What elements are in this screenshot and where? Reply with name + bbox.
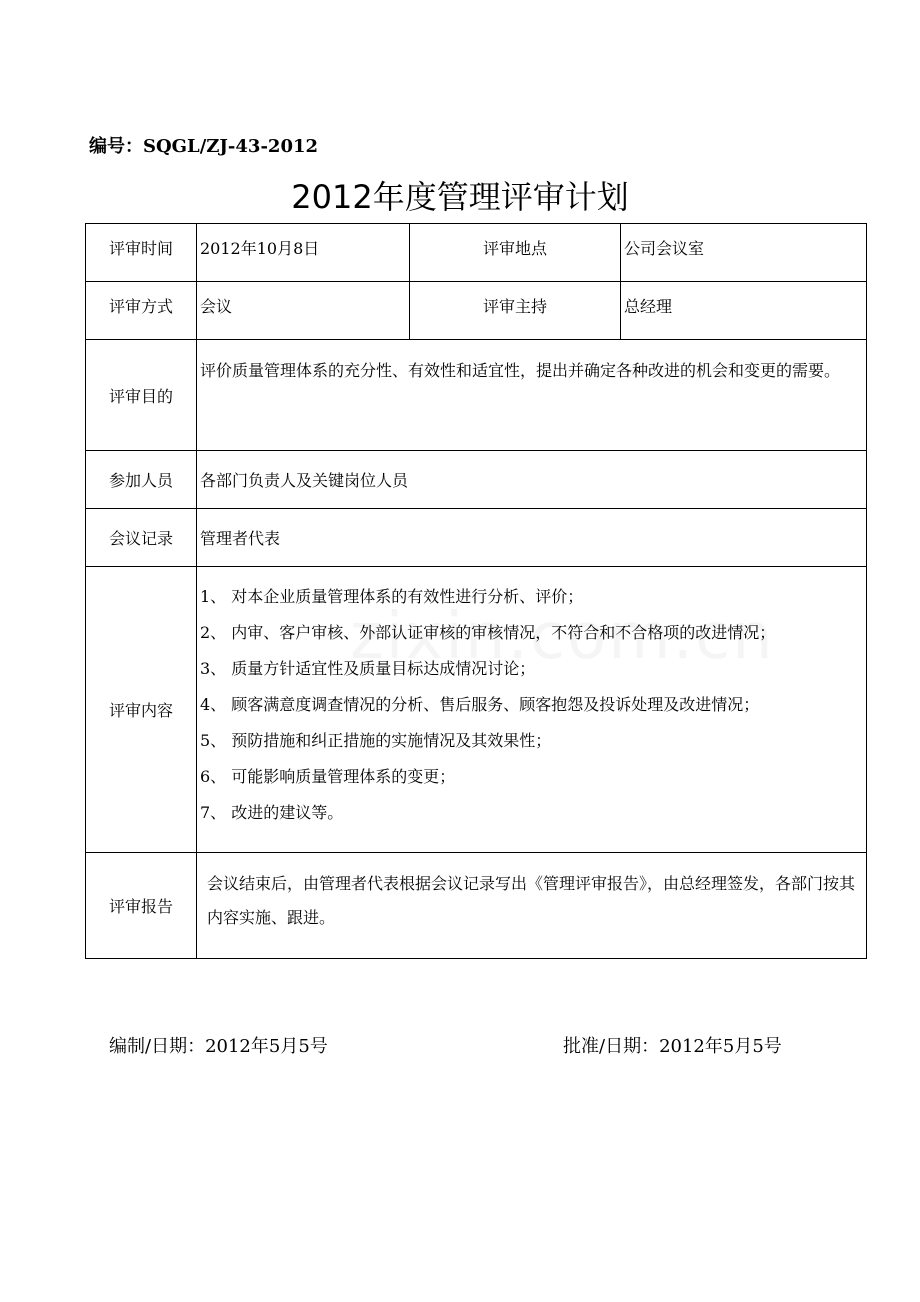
list-item: 4、 顾客满意度调查情况的分析、售后服务、顾客抱怨及投诉处理及改进情况； <box>200 695 760 714</box>
review-content-label: 评审内容 <box>86 567 197 853</box>
participants-value: 各部门负责人及关键岗位人员 <box>197 451 867 509</box>
review-host-value: 总经理 <box>621 282 867 340</box>
table-row <box>86 451 867 509</box>
review-host-label: 评审主持 <box>410 282 621 340</box>
table-row <box>86 853 867 959</box>
table-row <box>86 567 867 853</box>
list-item: 3、 质量方针适宜性及质量目标达成情况讨论； <box>200 659 536 678</box>
review-place-value: 公司会议室 <box>621 224 867 282</box>
review-method-label: 评审方式 <box>86 282 197 340</box>
review-report-label: 评审报告 <box>86 853 197 959</box>
table-row <box>86 224 867 282</box>
review-content-list <box>197 567 866 831</box>
review-purpose-value: 评价质量管理体系的充分性、有效性和适宜性，提出并确定各种改进的机会和变更的需要。 <box>200 361 841 380</box>
list-item: 1、 对本企业质量管理体系的有效性进行分析、评价； <box>200 587 584 606</box>
review-plan-table <box>85 223 867 959</box>
list-item: 6、 可能影响质量管理体系的变更； <box>200 767 456 786</box>
review-content-cell <box>197 567 867 853</box>
approved-by-date: 批准/日期：2012年5月5号 <box>563 1036 782 1057</box>
list-item: 5、 预防措施和纠正措施的实施情况及其效果性； <box>200 731 552 750</box>
review-report-cell <box>197 853 867 959</box>
table-row <box>86 282 867 340</box>
review-time-label: 评审时间 <box>86 224 197 282</box>
document-title: 2012年度管理评审计划 <box>291 178 629 216</box>
table-row <box>86 509 867 567</box>
meeting-record-value: 管理者代表 <box>197 509 867 567</box>
participants-label: 参加人员 <box>86 451 197 509</box>
list-item: 7、 改进的建议等。 <box>200 803 344 822</box>
document-number: 编号：SQGL/ZJ-43-2012 <box>89 136 319 157</box>
review-time-value: 2012年10月8日 <box>197 224 410 282</box>
review-report-value: 会议结束后，由管理者代表根据会议记录写出《管理评审报告》，由总经理签发，各部门按其内容实施、跟进。 <box>207 874 856 927</box>
table-row <box>86 340 867 451</box>
review-purpose-cell <box>197 340 867 451</box>
list-item: 2、 内审、客户审核、外部认证审核的审核情况，不符合和不合格项的改进情况； <box>200 623 776 642</box>
review-purpose-label: 评审目的 <box>86 340 197 451</box>
review-place-label: 评审地点 <box>410 224 621 282</box>
prepared-by-date: 编制/日期：2012年5月5号 <box>109 1036 328 1057</box>
meeting-record-label: 会议记录 <box>86 509 197 567</box>
review-method-value: 会议 <box>197 282 410 340</box>
